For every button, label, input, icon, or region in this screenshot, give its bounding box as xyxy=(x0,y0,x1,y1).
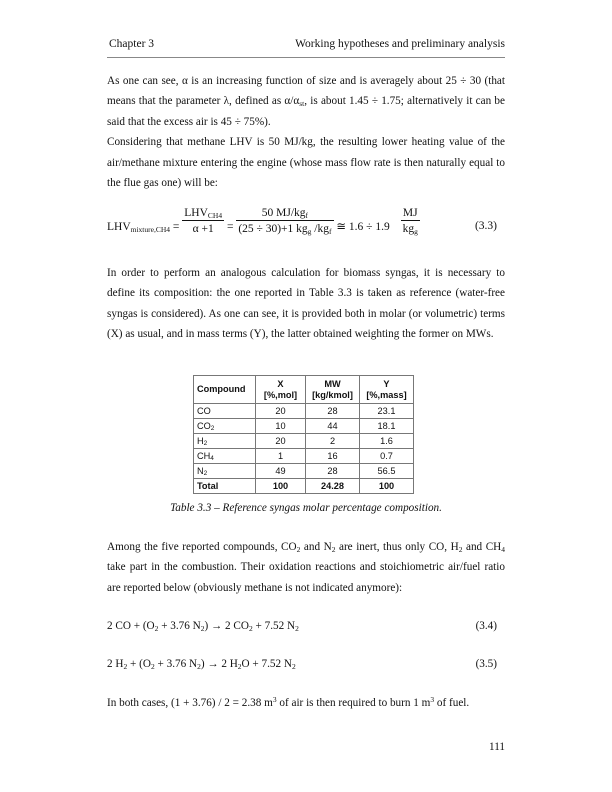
text-line: (X) as usual, and in mass terms (Y), the latter obtained weighting the former on MWs. xyxy=(107,328,494,341)
text-line: said that the excess air is 45 ÷ 75%). xyxy=(107,115,271,128)
page-number: 111 xyxy=(489,741,505,753)
text-line: Considering that methane LHV is 50 MJ/kg, the resulting lower heating value of the xyxy=(107,136,505,149)
text-line: Among the five reported compounds, $CO_2$ and $N_2$ are inert, thus only CO, $H_2$ and $CH_4$ xyxy=(107,541,505,554)
column-header-x: X [%,mol] xyxy=(256,376,306,404)
eq-result: ≅ 1.6 ÷ 1.9 xyxy=(336,221,390,233)
equation-3-5: 2 $H_2 + (O_2 + 3.76$ $N_2) \to 2$ $H_2O + 7.52$ $N_2$ (3.5) xyxy=(107,658,497,671)
paragraph-inert-compounds xyxy=(107,537,505,598)
table-caption: Table 3.3 – Reference syngas molar percentage composition. xyxy=(170,502,442,514)
header-rule xyxy=(107,57,505,58)
text-line: As one can see, α is an increasing function of size and is averagely about 25 ÷ 30 (that xyxy=(107,75,505,87)
equation-number: (3.4) xyxy=(475,620,497,632)
syngas-composition-table xyxy=(193,375,414,494)
equation-3-3: $LHV_{mixture,CH4}$ = $\frac{LHV_{CH4}}{\alpha +1}$ = $\frac{50 MJ/kg_f}{(25 \div 30)+1 kg_g /kg_f}$ ≅ 1.6 ÷ 1.9 $\frac{MJ}{kg_g}$ (3.3) xyxy=(107,207,497,237)
equation-3-4: 2 CO + ($O_2 + 3.76$ $N_2) \to 2$ $CO_2 + 7.52$ $N_2$ (3.4) xyxy=(107,620,497,633)
fraction-values: $\frac{50 MJ/kg_f}{(25 \div 30)+1 kg_g /kg_f}$ xyxy=(238,207,332,237)
paragraph-air-requirement xyxy=(107,693,505,713)
column-header-compound: Compound xyxy=(194,376,256,404)
equation-number: (3.5) xyxy=(475,658,497,670)
fraction-unit: $\frac{MJ}{kg_g}$ xyxy=(402,207,418,237)
paragraph-alpha-discussion xyxy=(107,71,505,193)
text-line: are reported below (obviously methane is not indicated anymore): xyxy=(107,581,403,594)
text-line: means that the parameter λ, defined as $\alpha/\alpha_{st}$, is about 1.45 ÷ 1.75; alternatively it can be xyxy=(107,95,505,109)
text-line: In both cases, (1 + 3.76) / 2 = 2.38 $m^3$ of air is then required to burn 1 $m^3$ of fuel. xyxy=(107,695,470,709)
chapter-label: Chapter 3 xyxy=(109,38,155,50)
text-line: take part in the combustion. Their oxidation reactions and stoichiometric air/fuel ratio xyxy=(107,561,505,574)
table-row: $CO_2$ 10 44 18.1 xyxy=(194,419,414,434)
fraction-lhv-over-alpha: $\frac{LHV_{CH4}}{\alpha +1}$ xyxy=(184,207,223,236)
table-row: CO 20 28 23.1 xyxy=(194,404,414,419)
text-line: the flue gas one) will be: xyxy=(107,177,218,190)
table-header-row xyxy=(194,376,414,404)
table-row: $N_2$ 49 28 56.5 xyxy=(194,464,414,479)
section-title: Working hypotheses and preliminary analysis xyxy=(295,38,505,50)
text-line: In order to perform an analogous calculation for biomass syngas, it is necessary to xyxy=(107,267,505,279)
table-row: $H_2$ 20 2 1.6 xyxy=(194,434,414,449)
equation-number: (3.3) xyxy=(474,220,497,232)
text-line: define its composition: the one reported in Table 3.3 is taken as reference (water-free xyxy=(107,287,505,300)
column-header-mw: MW [kg/kmol] xyxy=(306,376,360,404)
text-line: syngas is considered). As one can see, it is provided both in molar (or volumetric) terms xyxy=(107,307,505,320)
table-row: $CH_4$ 1 16 0.7 xyxy=(194,449,414,464)
eq-lhs: $LHV_{mixture,CH4}$ xyxy=(107,221,171,234)
running-header xyxy=(107,38,505,56)
table-total-row: Total 100 24.28 100 xyxy=(194,479,414,494)
text-line: air/methane mixture entering the engine (whose mass flow rate is then naturally equal to xyxy=(107,156,505,169)
column-header-y: Y [%,mass] xyxy=(360,376,414,404)
paragraph-syngas-intro xyxy=(107,263,505,345)
